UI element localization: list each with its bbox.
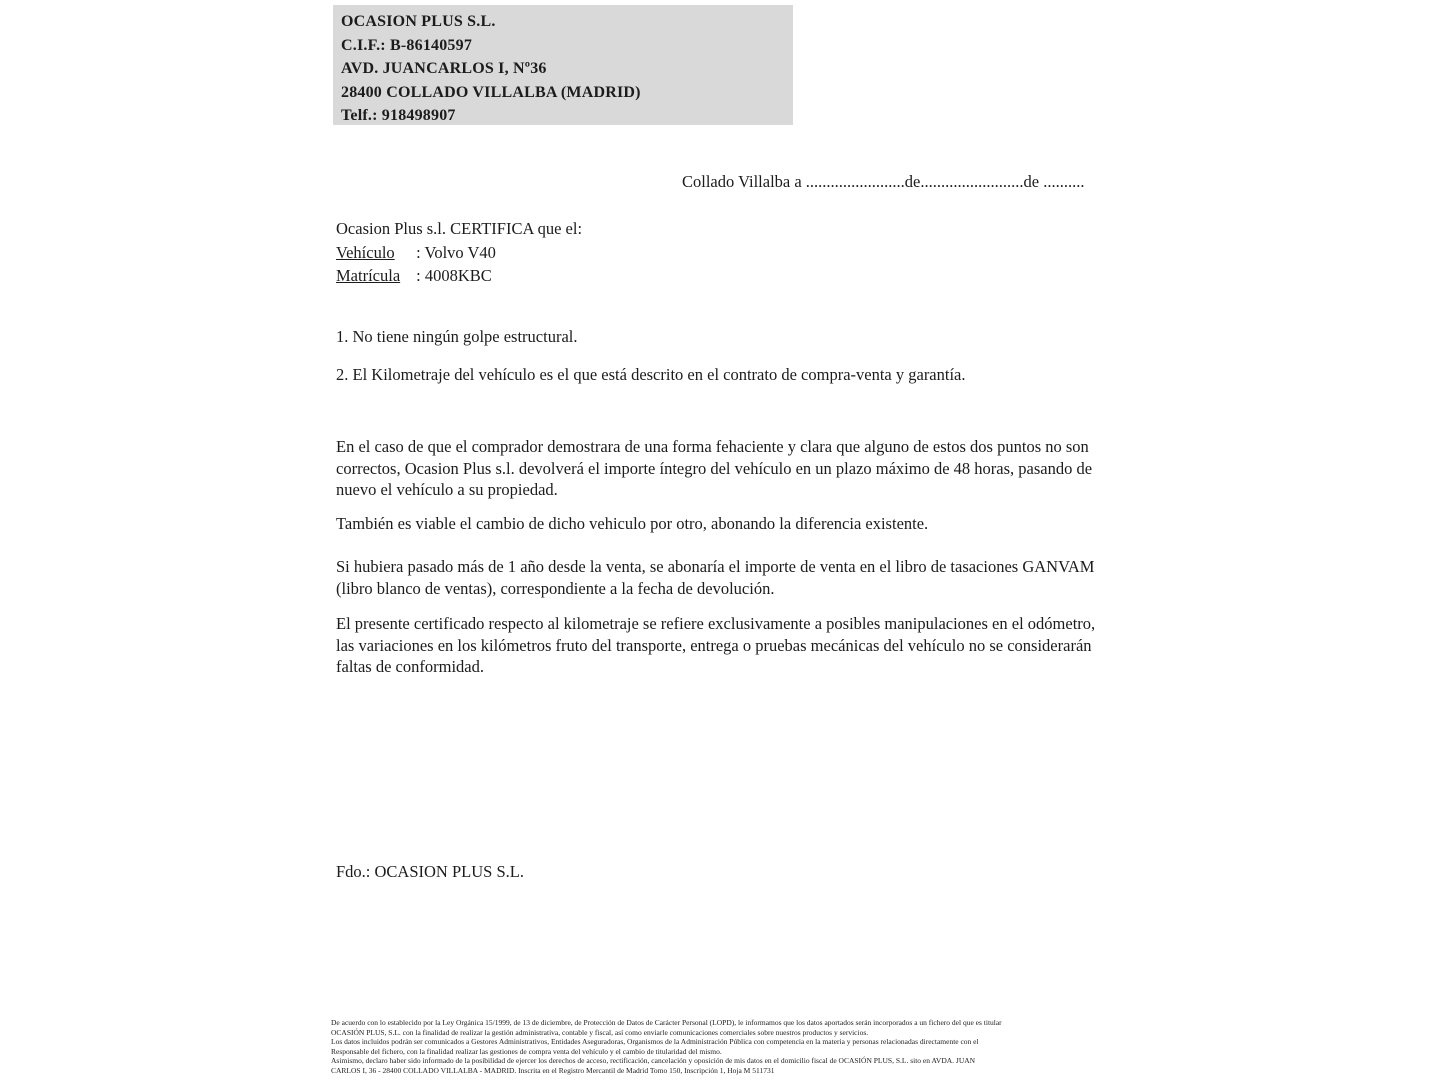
legal-footer bbox=[331, 1018, 1121, 1076]
plate-value: : 4008KBC bbox=[416, 266, 492, 285]
certification-block bbox=[336, 217, 582, 288]
company-address: AVD. JUANCARLOS I, Nº36 bbox=[341, 60, 547, 77]
company-cif: C.I.F.: B-86140597 bbox=[341, 36, 473, 54]
legal-footer-line-2: OCASIÓN PLUS, S.L. con la finalidad de realizar la gestión administrativa, contable y fiscal, así como enviarle comunicaciones comerciales sobre nuestros productos y servicios. bbox=[331, 1027, 869, 1037]
vehicle-row bbox=[336, 241, 582, 265]
company-name: OCASION PLUS S.L. bbox=[341, 13, 496, 30]
legal-footer-line-6: CARLOS I, 36 - 28400 COLLADO VILLALBA - MADRID. Inscrita en el Registro Mercantil de Madrid Tomo 150, Inscripción 1, Hoja M 511731 bbox=[331, 1065, 775, 1075]
legal-footer-line-5: Asimismo, declaro haber sido informado de la posibilidad de ejercer los derechos de acceso, rectificación, cancelación y oposición de mis datos en el domicilio fiscal de OCASIÓN PLUS, S.L. sito en AVDA. JUAN bbox=[331, 1056, 976, 1066]
plate-row bbox=[336, 264, 582, 288]
company-header-box bbox=[333, 5, 793, 125]
legal-footer-line-4: Responsable del fichero, con la finalidad realizar las gestiones de compra venta del vehículo y el cambio de titularidad del mismo. bbox=[331, 1046, 722, 1056]
vehicle-value: : Volvo V40 bbox=[416, 242, 496, 262]
plate-label: Matrícula bbox=[336, 266, 401, 285]
certificate-point-1: 1. No tiene ningún golpe estructural. bbox=[336, 327, 578, 346]
paragraph-odometer-disclaimer: El presente certificado respecto al kilometraje se refiere exclusivamente a posibles manipulaciones en el odómetro, las variaciones en los kilómetros fruto del transporte, entrega o pruebas mecánicas del vehículo no se considerarán faltas de conformidad. bbox=[336, 614, 1096, 676]
paragraph-ganvam-valuation: Si hubiera pasado más de 1 año desde la venta, se abonaría el importe de venta en el libro de tasaciones GANVAM (libro blanco de ventas), correspondiente a la fecha de devolución. bbox=[336, 557, 1095, 598]
company-city: 28400 COLLADO VILLALBA (MADRID) bbox=[341, 83, 641, 101]
date-line: Collado Villalba a ........................de.........................de .......... bbox=[682, 172, 1085, 191]
certification-intro: Ocasion Plus s.l. CERTIFICA que el: bbox=[336, 219, 583, 238]
vehicle-label: Vehículo bbox=[336, 242, 395, 262]
company-phone: Telf.: 918498907 bbox=[341, 107, 456, 124]
legal-footer-line-3: Los datos incluidos podrán ser comunicados a Gestores Administrativos, Entidades Aseguradoras, Organismos de la Administración Pública con competencia en la materia y personas relacionadas directamente con el bbox=[331, 1037, 979, 1047]
paragraph-exchange-option: También es viable el cambio de dicho vehiculo por otro, abonando la diferencia existente. bbox=[336, 514, 929, 533]
certificate-point-2: 2. El Kilometraje del vehículo es el que está descrito en el contrato de compra-venta y garantía. bbox=[336, 365, 966, 384]
paragraph-refund-terms: En el caso de que el comprador demostrara de una forma fehaciente y clara que alguno de estos dos puntos no son correctos, Ocasion Plus s.l. devolverá el importe íntegro del vehículo en un plazo máximo de 48 horas, pasando de nuevo el vehículo a su propiedad. bbox=[336, 437, 1093, 499]
signature-line: Fdo.: OCASION PLUS S.L. bbox=[336, 862, 524, 881]
legal-footer-line-1: De acuerdo con lo establecido por la Ley Orgánica 15/1999, de 13 de diciembre, de Protección de Datos de Carácter Personal (LOPD), le informamos que los datos aportados serán incorporados a un fichero del que es titular bbox=[331, 1018, 1002, 1027]
